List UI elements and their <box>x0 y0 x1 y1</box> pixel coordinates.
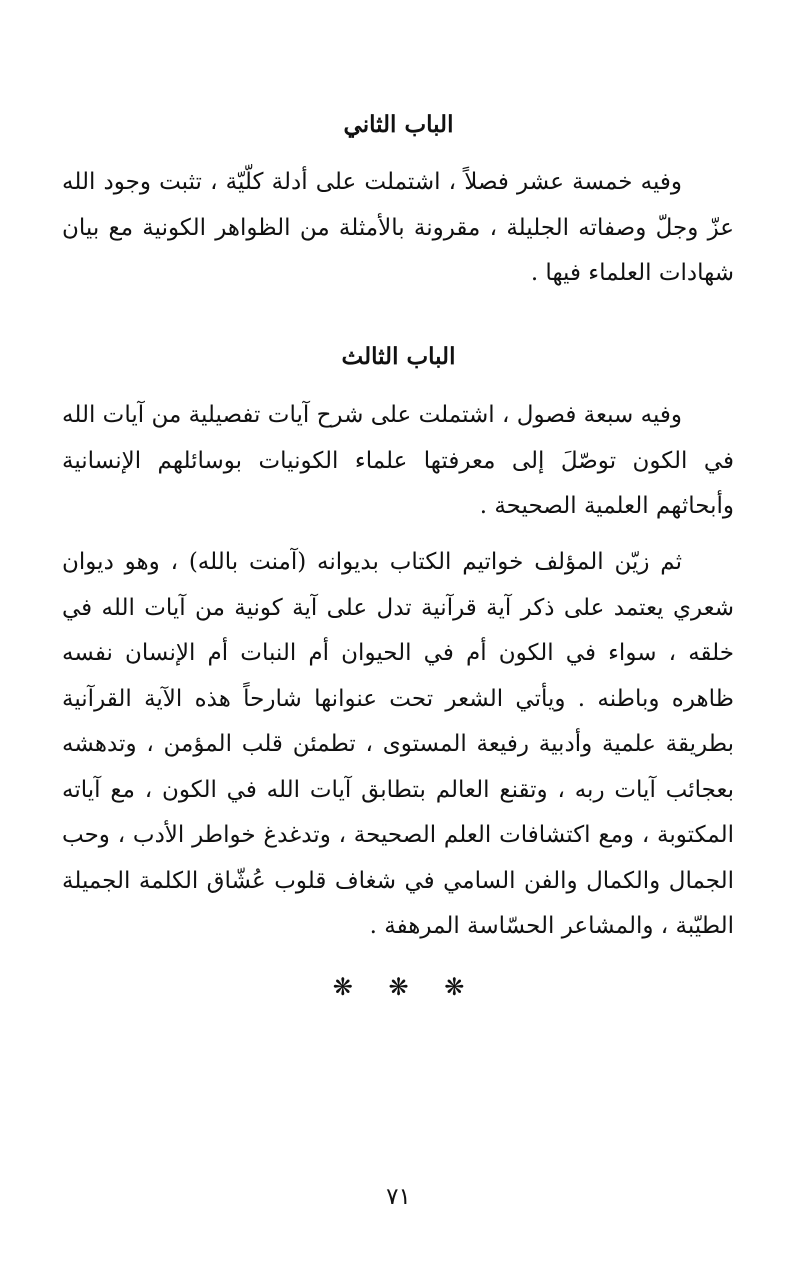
chapter-3-paragraph: وفيه سبعة فصول ، اشتملت على شرح آيات تفصيلية من آيات الله في الكون توصّلَ إلى معرفتها علماء الكونيات بوسائلهم الإنسانية وأبحاثهم العلمية الصحيحة . <box>62 402 734 519</box>
asterisk-ornament-icon: ❋ <box>444 973 465 1001</box>
section-divider <box>0 972 797 1002</box>
page-number: ٧١ <box>386 1184 411 1210</box>
asterisk-ornament-icon: ❋ <box>332 973 353 1001</box>
chapter-2-heading: الباب الثاني <box>343 111 454 138</box>
asterisk-ornament-icon: ❋ <box>388 973 409 1001</box>
chapter-3-heading: الباب الثالث <box>341 343 456 370</box>
chapter-2-paragraph: وفيه خمسة عشر فصلاً ، اشتملت على أدلة كلّيّة ، تثبت وجود الله عزّ وجلّ وصفاته الجليلة ، مقرونة بالأمثلة من الظواهر الكونية مع بيان شهادات العلماء فيها . <box>62 169 734 286</box>
diwan-description-paragraph: ثم زيّن المؤلف خواتيم الكتاب بديوانه (آمنت بالله) ، وهو ديوان شعري يعتمد على ذكر آية قرآنية تدل على آية كونية من آيات الله في خلقه ، سواء في الكون أم في الحيوان أم النبات أم الإنسان نفسه ظاهره وباطنه . ويأتي الشعر تحت عنوانها شارحاً هذه الآية القرآنية بطريقة علمية وأدبية رفيعة المستوى ، تطمئن قلب المؤمن ، وتدهشه بعجائب آيات ربه ، وتقنع العالم بتطابق آيات الله في الكون ، مع آياته المكتوبة ، ومع اكتشافات العلم الصحيحة ، وتدغدغ خواطر الأدب ، وحب الجمال والكمال والفن السامي في شغاف قلوب عُشّاق الكلمة الجميلة الطيّبة ، والمشاعر الحسّاسة المرهفة . <box>62 549 734 939</box>
